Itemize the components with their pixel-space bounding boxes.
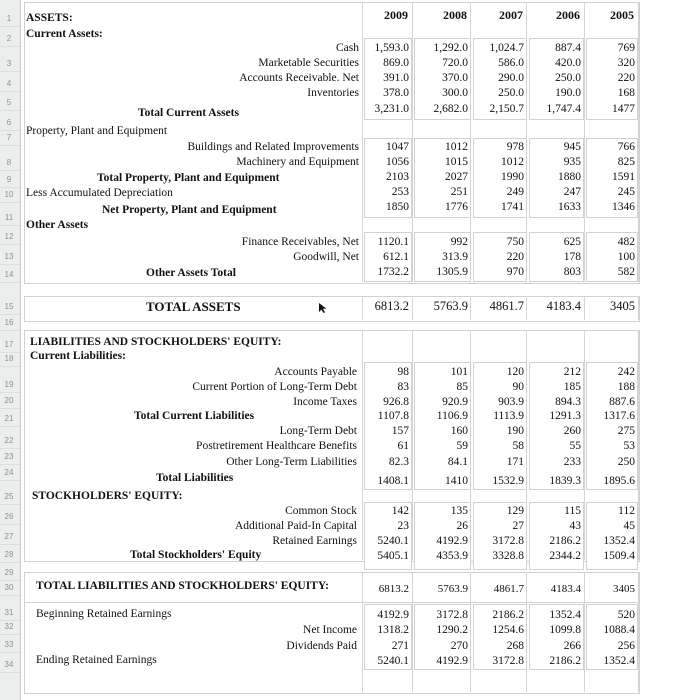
row-label: Retained Earnings — [272, 535, 357, 547]
value-cell[interactable]: 90 — [512, 381, 524, 393]
value-cell[interactable]: 520 — [617, 609, 635, 621]
row-label: Accounts Payable — [274, 366, 357, 378]
row-number[interactable]: 25 — [4, 492, 14, 501]
row-label: Ending Retained Earnings — [36, 654, 157, 666]
section-heading: STOCKHOLDERS' EQUITY: — [32, 490, 183, 502]
gridline — [0, 352, 20, 353]
row-number[interactable]: 12 — [4, 232, 14, 241]
row-label: Other Long-Term Liabilities — [226, 456, 357, 468]
row-number[interactable]: 10 — [4, 190, 14, 199]
value-cell[interactable]: 3172.8 — [492, 655, 524, 667]
row-number[interactable]: 11 — [4, 213, 14, 222]
section-heading: LIABILITIES AND STOCKHOLDERS' EQUITY: — [30, 336, 282, 348]
row-number[interactable]: 32 — [4, 622, 14, 631]
gridline — [0, 187, 20, 188]
row-number[interactable]: 30 — [4, 583, 14, 592]
value-cell[interactable]: 85 — [456, 381, 468, 393]
section-heading: ASSETS: — [26, 12, 73, 24]
row-number[interactable]: 4 — [6, 79, 12, 88]
row-label: Additional Paid-In Capital — [234, 520, 357, 532]
row-number[interactable]: 34 — [4, 660, 14, 669]
value-cell[interactable]: 1291.3 — [549, 410, 581, 422]
value-cell[interactable]: 268 — [506, 640, 524, 652]
column-divider — [362, 602, 363, 692]
value-cell[interactable]: 1088.4 — [603, 624, 635, 636]
value-cell[interactable]: 4353.9 — [436, 550, 468, 562]
row-label: Machinery and Equipment — [236, 156, 359, 168]
value-cell[interactable]: 970 — [506, 266, 524, 278]
value-cell[interactable]: 160 — [450, 425, 468, 437]
column-divider — [362, 296, 363, 320]
value-cell[interactable]: 1113.9 — [493, 410, 524, 422]
row-label: Accounts Receivable. Net — [239, 72, 359, 84]
value-cell[interactable]: 53 — [623, 440, 635, 452]
value-cell[interactable]: 903.9 — [498, 396, 524, 408]
value-cell[interactable]: 300.0 — [442, 87, 468, 99]
value-cell[interactable]: 275 — [617, 425, 635, 437]
column-divider — [584, 330, 585, 560]
gridline — [0, 330, 20, 331]
value-cell[interactable]: 582 — [617, 266, 635, 278]
column-divider — [362, 2, 363, 282]
value-cell[interactable]: 313.9 — [442, 251, 468, 263]
row-number[interactable]: 5 — [6, 98, 12, 107]
column-divider — [638, 602, 639, 692]
row-number[interactable]: 17 — [4, 340, 14, 349]
row-number[interactable]: 22 — [4, 436, 14, 445]
value-cell[interactable]: 1850 — [386, 201, 409, 213]
value-cell[interactable]: 1990 — [501, 171, 524, 183]
value-cell[interactable]: 978 — [506, 141, 524, 153]
gridline — [0, 264, 20, 265]
value-cell[interactable]: 1305.9 — [436, 266, 468, 278]
row-label: Finance Receivables, Net — [241, 236, 359, 248]
value-cell[interactable]: 4192.9 — [436, 655, 468, 667]
value-cell[interactable]: 945 — [563, 141, 581, 153]
value-cell[interactable]: 3405 — [613, 583, 635, 595]
column-divider — [470, 572, 471, 602]
value-cell[interactable]: 5240.1 — [377, 655, 409, 667]
value-cell[interactable]: 769 — [617, 42, 635, 54]
value-cell[interactable]: 1895.6 — [603, 475, 635, 487]
row-number[interactable]: 27 — [4, 532, 14, 541]
total-label: Total Stockholders' Equity — [130, 549, 262, 561]
column-divider — [362, 330, 363, 560]
column-divider — [526, 572, 527, 602]
mouse-cursor-icon — [318, 301, 328, 313]
value-cell[interactable]: 270 — [450, 640, 468, 652]
value-cell[interactable]: 220 — [506, 251, 524, 263]
value-cell[interactable]: 5240.1 — [377, 535, 409, 547]
column-divider — [584, 2, 585, 282]
value-cell[interactable]: 3172.8 — [436, 609, 468, 621]
value-cell[interactable]: 1408.1 — [377, 475, 409, 487]
row-number[interactable]: 21 — [4, 414, 14, 423]
row-label: Marketable Securities — [258, 57, 359, 69]
value-cell[interactable]: 1012 — [501, 156, 524, 168]
gridline — [0, 225, 20, 226]
section-subheading: Property, Plant and Equipment — [26, 125, 168, 137]
row-label: Less Accumulated Depreciation — [26, 187, 173, 199]
value-cell[interactable]: 2186.2 — [492, 609, 524, 621]
gridline — [0, 562, 20, 563]
column-divider — [584, 602, 585, 692]
value-cell[interactable]: 6813.2 — [374, 299, 409, 313]
section-subheading: Current Assets: — [26, 28, 103, 40]
value-cell[interactable]: 1776 — [445, 201, 468, 213]
value-cell[interactable]: 5405.1 — [377, 550, 409, 562]
row-number[interactable]: 9 — [6, 175, 12, 184]
value-cell[interactable]: 4183.4 — [550, 583, 581, 595]
column-divider — [638, 330, 639, 560]
total-label: Net Property, Plant and Equipment — [102, 204, 277, 216]
value-cell[interactable]: 2,682.0 — [433, 103, 468, 115]
column-divider — [412, 602, 413, 692]
value-cell[interactable]: 247 — [563, 186, 581, 198]
value-cell[interactable]: 391.0 — [383, 72, 409, 84]
value-cell[interactable]: 1012 — [445, 141, 468, 153]
value-cell[interactable]: 249 — [506, 186, 524, 198]
column-divider — [412, 296, 413, 320]
row-label: Buildings and Related Improvements — [187, 141, 359, 153]
year-header: 2007 — [499, 8, 523, 22]
gridline — [0, 480, 20, 481]
value-cell[interactable]: 120 — [506, 366, 524, 378]
row-number[interactable]: 2 — [6, 34, 12, 43]
value-cell[interactable]: 190.0 — [555, 87, 581, 99]
gridline — [0, 620, 20, 621]
value-cell[interactable]: 256 — [617, 640, 635, 652]
row-label: Inventories — [307, 87, 359, 99]
value-cell[interactable]: 253 — [391, 186, 409, 198]
value-cell[interactable]: 290.0 — [498, 72, 524, 84]
value-cell[interactable]: 251 — [450, 186, 468, 198]
value-cell[interactable]: 3405 — [610, 299, 635, 313]
value-cell[interactable]: 803 — [563, 266, 581, 278]
value-cell[interactable]: 869.0 — [383, 57, 409, 69]
value-cell[interactable]: 59 — [456, 440, 468, 452]
row-number[interactable]: 14 — [4, 270, 14, 279]
row-label: Goodwill, Net — [293, 251, 359, 263]
value-cell[interactable]: 320 — [617, 57, 635, 69]
value-cell[interactable]: 188 — [617, 381, 635, 393]
value-cell[interactable]: 83 — [397, 381, 409, 393]
value-cell[interactable]: 61 — [397, 440, 409, 452]
value-cell[interactable]: 420.0 — [555, 57, 581, 69]
value-cell[interactable]: 142 — [391, 505, 409, 517]
column-divider — [638, 572, 639, 602]
value-cell[interactable]: 4192.9 — [377, 609, 409, 621]
value-cell[interactable]: 4183.4 — [546, 299, 581, 313]
gridline — [0, 282, 20, 283]
value-cell[interactable]: 6813.2 — [378, 583, 409, 595]
value-cell[interactable]: 935 — [563, 156, 581, 168]
value-cell[interactable]: 84.1 — [447, 456, 468, 468]
row-label: Income Taxes — [293, 396, 357, 408]
value-cell[interactable]: 1290.2 — [436, 624, 468, 636]
value-cell[interactable]: 1047 — [386, 141, 409, 153]
value-cell[interactable]: 887.4 — [555, 42, 581, 54]
gridline — [0, 202, 20, 203]
year-header: 2005 — [610, 8, 634, 22]
value-cell[interactable]: 271 — [391, 640, 409, 652]
value-cell[interactable]: 157 — [391, 425, 409, 437]
value-cell[interactable]: 2186.2 — [549, 535, 581, 547]
value-cell[interactable]: 887.6 — [609, 396, 635, 408]
column-divider — [584, 296, 585, 320]
value-cell[interactable]: 1056 — [386, 156, 409, 168]
column-divider — [412, 572, 413, 602]
value-cell[interactable]: 1,292.0 — [433, 42, 468, 54]
row-label: Dividends Paid — [286, 640, 357, 652]
gridline — [0, 580, 20, 581]
value-cell[interactable]: 3172.8 — [492, 535, 524, 547]
value-cell[interactable]: 1099.8 — [549, 624, 581, 636]
value-cell[interactable]: 212 — [563, 366, 581, 378]
value-cell[interactable]: 586.0 — [498, 57, 524, 69]
value-cell[interactable]: 55 — [569, 440, 581, 452]
value-cell[interactable]: 370.0 — [442, 72, 468, 84]
row-number[interactable]: 20 — [4, 396, 14, 405]
gridline — [0, 595, 20, 596]
value-cell[interactable]: 1107.8 — [377, 410, 409, 422]
row-label: Long-Term Debt — [279, 425, 357, 437]
value-cell[interactable]: 1352.4 — [603, 535, 635, 547]
column-divider — [412, 2, 413, 282]
value-cell[interactable]: 1839.3 — [549, 475, 581, 487]
value-cell[interactable]: 112 — [618, 505, 635, 517]
value-cell[interactable]: 4861.7 — [489, 299, 524, 313]
value-cell[interactable]: 266 — [563, 640, 581, 652]
section-subheading: Current Liabilities: — [30, 350, 126, 362]
row-label: Postretirement Healthcare Benefits — [196, 440, 357, 452]
value-cell[interactable]: 82.3 — [388, 456, 409, 468]
grand-total-label: TOTAL LIABILITIES AND STOCKHOLDERS' EQUITY: — [36, 580, 329, 592]
value-cell[interactable]: 766 — [617, 141, 635, 153]
year-header: 2006 — [556, 8, 580, 22]
value-cell[interactable]: 1106.9 — [436, 410, 468, 422]
value-cell[interactable]: 171 — [506, 456, 524, 468]
value-cell[interactable]: 168 — [617, 87, 635, 99]
column-divider — [470, 296, 471, 320]
row-number[interactable]: 15 — [4, 302, 14, 311]
value-cell[interactable]: 720.0 — [442, 57, 468, 69]
value-cell[interactable]: 825 — [617, 156, 635, 168]
value-cell[interactable]: 1410 — [445, 475, 468, 487]
value-cell[interactable]: 98 — [397, 366, 409, 378]
value-cell[interactable]: 233 — [563, 456, 581, 468]
value-cell[interactable]: 2027 — [445, 171, 468, 183]
gridline — [0, 26, 20, 27]
value-cell[interactable]: 1509.4 — [603, 550, 635, 562]
value-cell[interactable]: 5763.9 — [433, 299, 468, 313]
row-number[interactable]: 7 — [6, 133, 12, 142]
value-cell[interactable]: 1532.9 — [492, 475, 524, 487]
value-cell[interactable]: 135 — [450, 505, 468, 517]
row-number[interactable]: 1 — [6, 14, 12, 23]
value-cell[interactable]: 1,593.0 — [374, 42, 409, 54]
value-cell[interactable]: 178 — [563, 251, 581, 263]
value-cell[interactable]: 920.9 — [442, 396, 468, 408]
value-cell[interactable]: 1346 — [612, 201, 635, 213]
value-cell[interactable]: 1015 — [445, 156, 468, 168]
value-cell[interactable]: 926.8 — [383, 396, 409, 408]
value-cell[interactable]: 250.0 — [555, 72, 581, 84]
value-cell[interactable]: 1732.2 — [377, 266, 409, 278]
value-cell[interactable]: 185 — [563, 381, 581, 393]
total-label: Total Property, Plant and Equipment — [97, 172, 280, 184]
column-divider — [526, 296, 527, 320]
row-number[interactable]: 28 — [4, 550, 14, 559]
column-divider — [412, 330, 413, 560]
value-cell[interactable]: 2186.2 — [549, 655, 581, 667]
row-number[interactable]: 8 — [6, 158, 12, 167]
value-cell[interactable]: 2,150.7 — [489, 103, 524, 115]
row-number[interactable]: 26 — [4, 512, 14, 521]
row-number[interactable]: 24 — [4, 468, 14, 477]
value-cell[interactable]: 26 — [456, 520, 468, 532]
gridline — [0, 672, 20, 673]
value-cell[interactable]: 3328.8 — [492, 550, 524, 562]
year-header: 2008 — [443, 8, 467, 22]
grand-total-label: TOTAL ASSETS — [146, 299, 241, 314]
value-cell[interactable]: 1,747.4 — [546, 103, 581, 115]
value-cell[interactable]: 58 — [512, 440, 524, 452]
value-cell[interactable]: 612.1 — [383, 251, 409, 263]
row-number[interactable]: 18 — [4, 354, 14, 363]
row-label: Current Portion of Long-Term Debt — [192, 381, 357, 393]
value-cell[interactable]: 242 — [617, 366, 635, 378]
gridline — [0, 314, 20, 315]
value-cell[interactable]: 260 — [563, 425, 581, 437]
row-label: Cash — [336, 42, 359, 54]
total-label: Total Liabilities — [156, 472, 234, 484]
row-number[interactable]: 31 — [4, 608, 14, 617]
total-label: Other Assets Total — [146, 267, 236, 279]
value-cell[interactable]: 23 — [397, 520, 409, 532]
value-cell[interactable]: 1318.2 — [377, 624, 409, 636]
value-cell[interactable]: 625 — [563, 236, 581, 248]
row-label: Beginning Retained Earnings — [36, 608, 172, 620]
value-cell[interactable]: 1880 — [558, 171, 581, 183]
value-cell[interactable]: 1352.4 — [603, 655, 635, 667]
gridline — [0, 170, 20, 171]
year-header: 2009 — [384, 8, 408, 22]
value-cell[interactable]: 27 — [512, 520, 524, 532]
column-divider — [584, 572, 585, 602]
row-number[interactable]: 29 — [4, 568, 14, 577]
value-cell[interactable]: 1352.4 — [549, 609, 581, 621]
value-cell[interactable]: 190 — [506, 425, 524, 437]
gridline — [0, 110, 20, 111]
value-cell[interactable]: 2344.2 — [549, 550, 581, 562]
value-cell[interactable]: 1120.1 — [377, 236, 409, 248]
column-divider — [362, 572, 363, 602]
row-number[interactable]: 6 — [6, 118, 12, 127]
value-cell[interactable]: 1477 — [612, 103, 635, 115]
value-cell[interactable]: 4861.7 — [493, 583, 524, 595]
column-divider — [638, 2, 639, 282]
column-divider — [638, 296, 639, 320]
value-cell[interactable]: 115 — [564, 505, 581, 517]
gridline — [0, 130, 20, 131]
value-cell[interactable]: 1591 — [612, 171, 635, 183]
total-label: Total Current Assets — [138, 107, 239, 119]
value-cell[interactable]: 101 — [450, 366, 468, 378]
value-cell[interactable]: 1633 — [558, 201, 581, 213]
value-cell[interactable]: 992 — [450, 236, 468, 248]
value-cell[interactable]: 100 — [617, 251, 635, 263]
value-cell[interactable]: 250 — [617, 456, 635, 468]
value-cell[interactable]: 894.3 — [555, 396, 581, 408]
value-cell[interactable]: 245 — [617, 186, 635, 198]
total-label: Total Current Liabilities — [134, 410, 255, 422]
value-cell[interactable]: 220 — [617, 72, 635, 84]
row-number[interactable]: 13 — [4, 252, 14, 261]
row-number[interactable]: 16 — [4, 318, 14, 327]
value-cell[interactable]: 5763.9 — [437, 583, 468, 595]
value-cell[interactable]: 250.0 — [498, 87, 524, 99]
row-label: Common Stock — [285, 505, 357, 517]
value-cell[interactable]: 1317.6 — [603, 410, 635, 422]
row-number[interactable]: 33 — [4, 640, 14, 649]
value-cell[interactable]: 482 — [617, 236, 635, 248]
value-cell[interactable]: 2103 — [386, 171, 409, 183]
value-cell[interactable]: 1741 — [501, 201, 524, 213]
value-cell[interactable]: 378.0 — [383, 87, 409, 99]
value-cell[interactable]: 750 — [506, 236, 524, 248]
value-cell[interactable]: 1,024.7 — [489, 42, 524, 54]
row-number[interactable]: 3 — [6, 59, 12, 68]
section-subheading: Other Assets — [26, 219, 89, 231]
value-cell[interactable]: 129 — [506, 505, 524, 517]
value-cell[interactable]: 1254.6 — [492, 624, 524, 636]
value-cell[interactable]: 43 — [569, 520, 581, 532]
row-number[interactable]: 23 — [4, 452, 14, 461]
value-cell[interactable]: 3,231.0 — [374, 103, 409, 115]
value-cell[interactable]: 45 — [623, 520, 635, 532]
row-label: Net Income — [303, 624, 357, 636]
value-cell[interactable]: 4192.9 — [436, 535, 468, 547]
row-number[interactable]: 19 — [4, 380, 14, 389]
